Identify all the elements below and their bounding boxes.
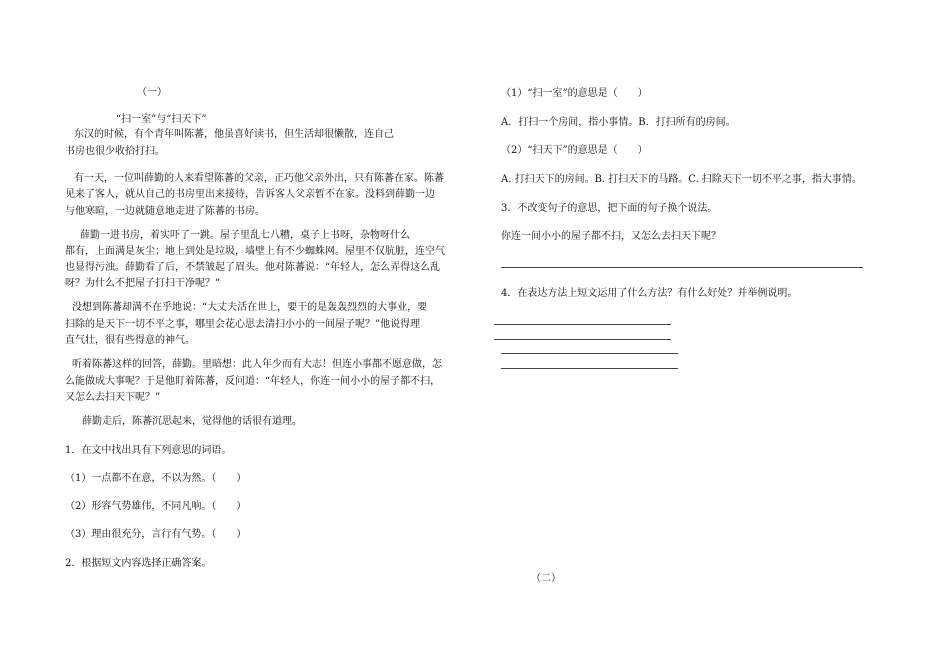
para3-line3: 也显得污浊。薛勤看了后，不禁皱起了眉头。他对陈蕃说：“年轻人，怎么弄得这么乱 [65,262,441,273]
para5-line1: 听着陈蕃这样的回答，薛勤。里暗想：此人年少而有大志！但连小事都不愿意做，怎 [72,359,442,370]
para4-line3: 直气壮，很有些得意的神气。 [65,335,195,346]
question-3: 3．不改变句子的意思，把下面的句子换个说法。 [501,203,718,214]
para5-line2: 么能做成大事呢？于是他盯着陈蕃，反问道：“年轻人，你连一间小小的屋子都不扫， [65,376,441,387]
question-2-2-options: A. 打扫天下的房间。B. 打扫天下的马路。C. 扫除天下一切不平之事，指大事情。 [501,174,862,185]
para3-line2: 都有，上面满是灰尘；地上到处是垃圾，墙壁上有不少蜘蛛网。屋里不仅肮脏，连空气 [65,246,445,257]
question-2: 2．根据短文内容选择正确答案。 [65,558,212,569]
para5-line3: 又怎么去扫天下呢？” [65,392,161,403]
para4-line2: 扫除的是天下一切不平之事，哪里会花心思去清扫小小的一间屋子呢？”他说得理 [65,319,421,330]
question-4: 4．在表达方法上短文运用了什么方法？有什么好处？并举例说明。 [501,288,798,299]
para2-line2: 见来了客人，就从自己的书房里出来接待，告诉客人父亲暂不在家。没料到薛勤一边 [65,189,435,200]
para1-line2: 书房也很少收拾打扫。 [65,146,165,157]
para3-line1: 薛勤一进书房，着实吓了一跳。屋子里乱七八糟，桌子上书呀，杂物呀什么 [80,230,410,241]
question-1-item-3: （3）理由很充分，言行有气势。（ ） [65,529,247,540]
para3-line4: 呀？为什么不把屋子打扫干净呢？” [65,278,221,289]
passage-title: “扫一室”与“扫天下” [116,114,207,125]
question-1-item-1: （1）一点都不在意，不以为然。（ ） [65,473,247,484]
question-2-2: （2）“扫天下”的意思是（ ） [501,145,648,156]
question-3-sentence: 你连一间小小的屋子都不扫，又怎么去扫天下呢？ [501,231,721,242]
footer-section-marker: （二） [531,573,561,584]
answer-line-q4-3[interactable] [501,353,678,354]
para4-line1: 没想到陈蕃却满不在乎地说：“大丈夫活在世上，要干的是轰轰烈烈的大事业，要 [72,302,428,313]
section-marker: （一） [137,87,167,98]
answer-line-q4-2[interactable] [494,339,671,340]
question-1-item-2: （2）形容气势雄伟，不同凡响。（ ） [65,501,247,512]
para2-line3: 与他寒暄，一边就随意地走进了陈蕃的书房。 [65,206,265,217]
para1-line1: 东汉的时候，有个青年叫陈蕃，他虽喜好读书，但生活却很懒散，连自己 [74,129,394,140]
para6: 薛勤走后，陈蕃沉思起来，觉得他的话很有道理。 [82,416,302,427]
question-1: 1．在文中找出具有下列意思的词语。 [65,445,232,456]
para2-line1: 有一天，一位叫薛勤的人来看望陈蕃的父亲，正巧他父亲外出，只有陈蕃在家。陈蕃 [74,173,444,184]
question-2-1: （1）“扫一室”的意思是（ ） [501,88,648,99]
question-2-1-options: A．打扫一个房间，指小事情。B．打扫所有的房间。 [501,117,736,128]
answer-line-q3[interactable] [501,267,863,268]
answer-line-q4-1[interactable] [494,324,671,325]
answer-line-q4-4[interactable] [501,368,678,369]
